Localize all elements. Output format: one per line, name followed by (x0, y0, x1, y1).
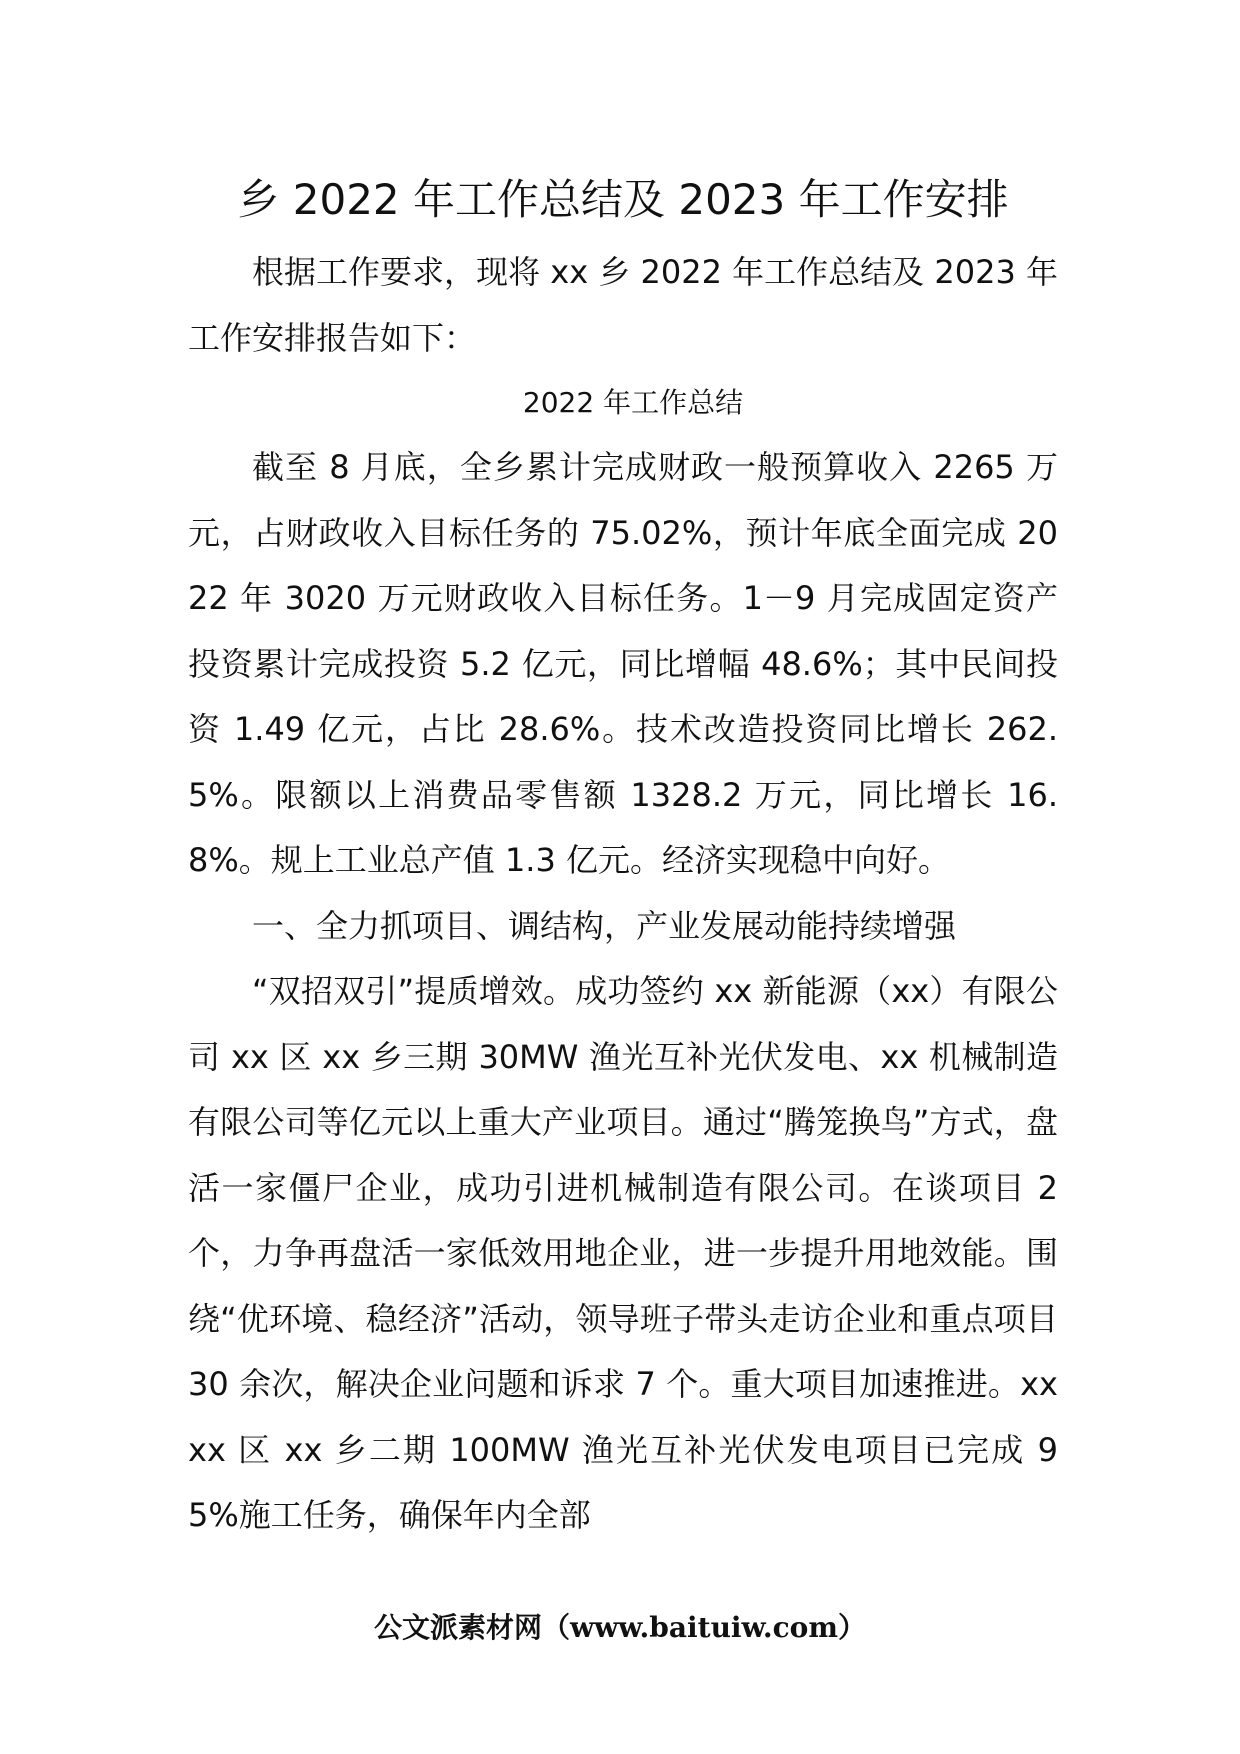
footer-watermark: 公文派素材网（www.baituiw.com） (374, 1611, 866, 1644)
document-title: 乡 2022 年工作总结及 2023 年工作安排 (237, 175, 1009, 224)
document-body (188, 160, 1058, 1549)
section-title: 2022 年工作总结 (522, 386, 744, 419)
summary-paragraph: 截至 8 月底，全乡累计完成财政一般预算收入 2265 万元，占财政收入目标任务的 75.02%，预计年底全面完成 2022 年 3020 万元财政收入目标任务。1－9 月完成固定资产投资累计完成投资 5.2 亿元，同比增幅 48.6%；其中民间投资 1.49 亿元，占比 28.6%。技术改造投资同比增长 262.5%。限额以上消费品零售额 1328.2 万元，同比增长 16.8%。规上工业总产值 1.3 亿元。经济实现稳中向好。 (188, 448, 1058, 879)
section-heading-1: 一、全力抓项目、调结构，产业发展动能持续增强 (252, 906, 957, 945)
intro-paragraph: 根据工作要求，现将 xx 乡 2022 年工作总结及 2023 年工作安排报告如下： (188, 253, 1058, 357)
projects-paragraph: “双招双引”提质增效。成功签约 xx 新能源（xx）有限公司 xx 区 xx 乡三期 30MW 渔光互补光伏发电、xx 机械制造有限公司等亿元以上重大产业项目。通过“腾笼换鸟”方式，盘活一家僵尸企业，成功引进机械制造有限公司。在谈项目 2 个，力争再盘活一家低效用地企业，进一步提升用地效能。围绕“优环境、稳经济”活动，领导班子带头走访企业和重点项目 30 余次，解决企业问题和诉求 7 个。重大项目加速推进。xxxx 区 xx 乡二期 100MW 渔光互补光伏发电项目已完成 95%施工任务，确保年内全部 (188, 972, 1058, 1534)
